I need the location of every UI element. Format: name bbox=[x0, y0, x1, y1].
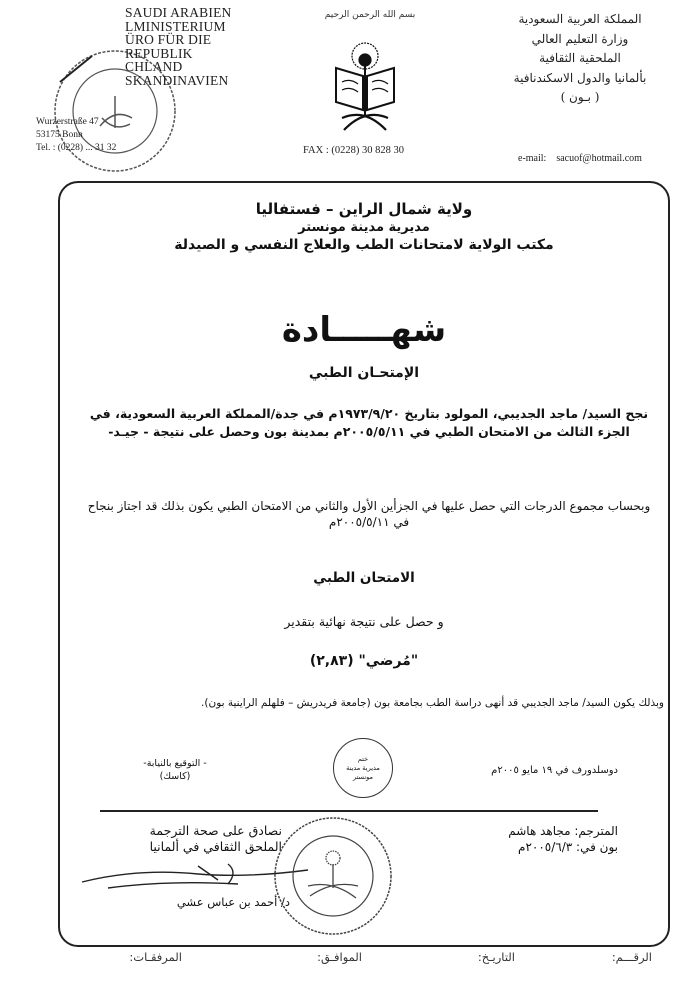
signature-note-line: (كاسك) bbox=[159, 771, 191, 782]
issue-place-date: دوسلدورف في ١٩ مايو ٢٠٠٥م bbox=[491, 765, 618, 776]
final-grade: "مُرضي" (٢,٨٣) bbox=[309, 653, 419, 669]
signature-note bbox=[120, 757, 230, 783]
munster-seal bbox=[333, 738, 393, 798]
email-label: e-mail: bbox=[518, 153, 547, 164]
seal-line: مديرية مدينة bbox=[346, 763, 380, 772]
letterhead-german-line: SAUDI ARABIEN bbox=[125, 5, 232, 20]
letterhead-german-line: REPUBLIK bbox=[125, 45, 193, 61]
exam-heading: الامتحان الطبي bbox=[313, 570, 415, 586]
result-line: و حصل على نتيجة نهائية بتقدير bbox=[284, 614, 444, 629]
attestation-line-2: الملحق الثقافي في ألمانيا bbox=[149, 839, 282, 854]
authority-line-2: مديرية مدينة مونستر bbox=[298, 220, 430, 235]
certificate-paragraph-3: وبذلك يكون السيد/ ماجد الجديبي قد أنهى دراسة الطب بجامعة بون (جامعة فريدريش – فلهلم الراينية بون). bbox=[201, 697, 664, 709]
letterhead-arabic-line: الملحقية الثقافية bbox=[539, 51, 621, 65]
certificate-paragraph-1: نجح السيد/ ماجد الجديبي، المولود بتاريخ ١٩٧٣/٩/٢٠م في جدة/المملكة العربية السعودية، في الجزء الثالث من الامتحان الطبي في ٢٠٠٥/٥/١١م بمدينة بون وحصل على نتيجة - جيـد- bbox=[89, 406, 649, 439]
letterhead-german-line: ÜRO FÜR DIE bbox=[125, 32, 212, 47]
reference-field-label: الرقـــم: bbox=[611, 950, 652, 964]
ministry-emblem-icon bbox=[330, 38, 400, 134]
certificate-title: شهـــــادة bbox=[281, 310, 447, 350]
letterhead-arabic-line: وزارة التعليم العالي bbox=[531, 31, 629, 46]
bismillah-calligraphy: بسم الله الرحمن الرحيم bbox=[324, 10, 416, 20]
letterhead-address bbox=[36, 116, 116, 155]
letterhead-arabic-line: ( بـون ) bbox=[560, 90, 600, 104]
email-address[interactable]: sacuof@hotmail.com bbox=[556, 153, 642, 164]
translator-block bbox=[508, 823, 618, 855]
translator-name: المترجم: مجاهد هاشم bbox=[508, 824, 618, 838]
address-line: Wurzerstraße 47 bbox=[36, 117, 99, 127]
seal-line: ختم bbox=[357, 754, 369, 763]
embassy-stamp-icon bbox=[272, 812, 394, 940]
date-field-label: التاريـخ: bbox=[477, 950, 515, 964]
letterhead-arabic-line: بألمانيا والدول الاسكندنافية bbox=[513, 70, 647, 85]
attestation-block bbox=[112, 823, 282, 855]
authority-line-3: مكتب الولاية لامتحانات الطب والعلاج النفسي و الصيدلة bbox=[174, 237, 554, 253]
certificate-subtitle: الإمتحـان الطبي bbox=[308, 365, 420, 381]
letterhead-german bbox=[125, 6, 231, 87]
certificate-paragraph-2: وبحساب مجموع الدرجات التي حصل عليها في الجزأين الأول والثاني من الامتحان الطبي يكون بذلك قد اجتاز بنجاح في ٢٠٠٥/٥/١١م bbox=[87, 499, 651, 529]
seal-line: مونستر bbox=[353, 772, 373, 781]
corresponding-field-label: الموافـق: bbox=[317, 950, 362, 964]
letterhead-german-line: LMINISTERIUM bbox=[125, 18, 226, 34]
address-line: 53175 Bonn bbox=[36, 130, 83, 140]
attestation-line-1: نصادق على صحة الترجمة bbox=[149, 823, 282, 838]
email-line bbox=[518, 153, 652, 164]
letterhead-german-line: SKANDINAVIEN bbox=[125, 72, 229, 88]
attestation-signer: د/ أحمد بن عباس عشي bbox=[176, 895, 290, 909]
letterhead-arabic-line: المملكة العربية السعودية bbox=[518, 12, 642, 26]
translation-date: بون في: ٢٠٠٥/٦/٣م bbox=[518, 840, 618, 854]
letterhead-german-line: CHLAND bbox=[125, 59, 183, 74]
address-line: Tel. : (0228) ... 31 32 bbox=[36, 143, 117, 153]
signature-note-line: - التوقيع بالنيابة- bbox=[143, 758, 207, 769]
attachments-field-label: المرفقـات: bbox=[129, 950, 182, 964]
letterhead-arabic bbox=[480, 10, 680, 108]
authority-line-1: ولاية شمال الراين – فستفاليا bbox=[255, 200, 473, 218]
fax-number: FAX : (0228) 30 828 30 bbox=[303, 145, 405, 156]
